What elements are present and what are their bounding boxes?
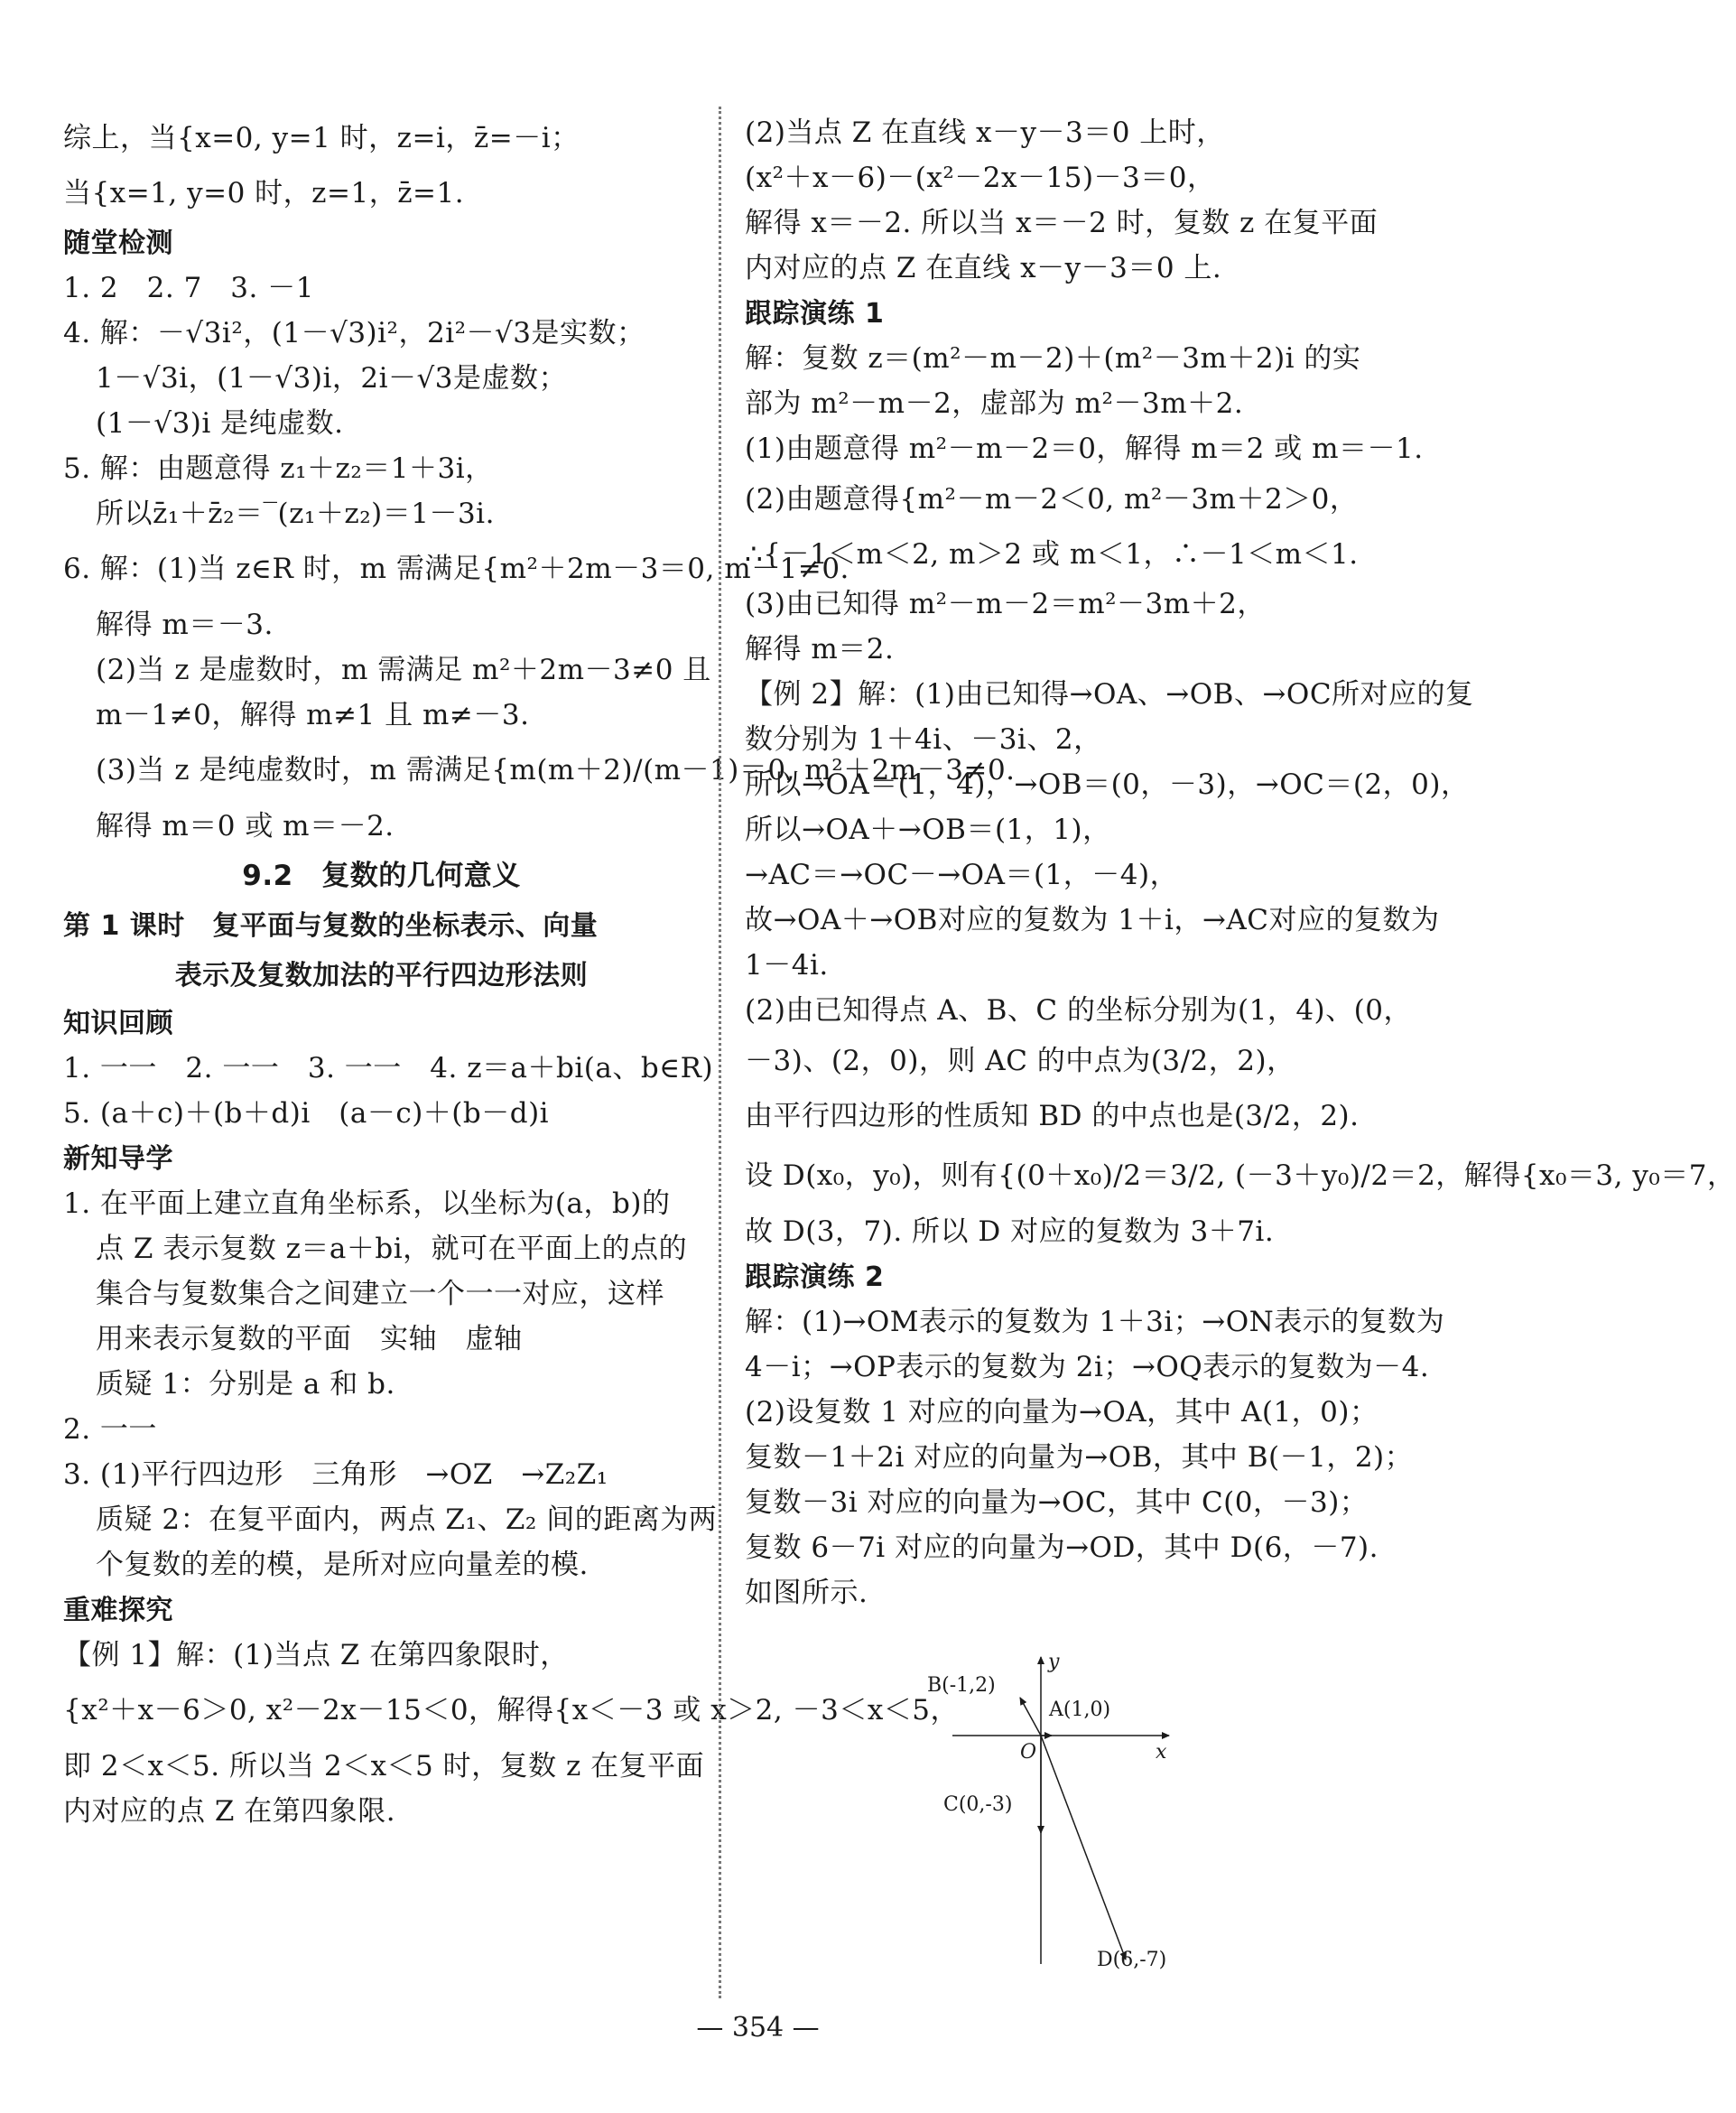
text-line: 当{x=1, y=0 时，z=1，z̄=1. — [63, 177, 465, 209]
text-line: 表示及复数加法的平行四边形法则 — [174, 960, 589, 991]
text-line: (2)当 z 是虚数时，m 需满足 m²＋2m－3≠0 且 — [96, 654, 711, 686]
text-line: 重难探究 — [63, 1595, 173, 1626]
text-line: 内对应的点 Z 在直线 x－y－3＝0 上. — [745, 252, 1222, 284]
text-line: 5. 解：由题意得 z₁＋z₂＝1＋3i， — [63, 452, 494, 485]
text-line: 部为 m²－m－2，虚部为 m²－3m＋2. — [745, 387, 1244, 420]
text-line: 复数－3i 对应的向量为→OC，其中 C(0，－3)； — [745, 1486, 1369, 1519]
text-line: 所以→OA＝(1，4)，→OB＝(0，－3)，→OC＝(2，0)， — [745, 768, 1470, 801]
text-line: 故→OA＋→OB对应的复数为 1＋i，→AC对应的复数为 — [745, 904, 1440, 936]
axis-y-label: y — [1048, 1651, 1060, 1673]
text-line: 5. (a＋c)＋(b＋d)i (a－c)＋(b－d)i — [63, 1097, 550, 1130]
vector-OD — [1041, 1736, 1126, 1959]
text-line: 质疑 2：在复平面内，两点 Z₁、Z₂ 间的距离为两 — [96, 1503, 718, 1536]
text-line: 4. 解：－√3i²，(1－√3)i²，2i²－√3是实数； — [63, 317, 645, 349]
text-line: →AC＝→OC－→OA＝(1，－4)， — [745, 859, 1179, 891]
text-line: 1－4i. — [745, 949, 829, 982]
text-line: (2)由已知得点 A、B、C 的坐标分别为(1，4)、(0， — [745, 994, 1412, 1027]
text-line: (x²＋x－6)－(x²－2x－15)－3＝0， — [745, 162, 1216, 194]
text-line: 内对应的点 Z 在第四象限. — [63, 1795, 396, 1828]
text-line: (2)当点 Z 在直线 x－y－3＝0 上时， — [745, 116, 1225, 149]
text-line: 2. 一一 — [63, 1413, 157, 1446]
text-line: 随堂检测 — [63, 228, 173, 259]
point-B-label: B(-1,2) — [927, 1674, 996, 1697]
text-line: (2)设复数 1 对应的向量为→OA，其中 A(1，0)； — [745, 1396, 1379, 1429]
vector-OB — [1020, 1698, 1041, 1736]
text-line: 跟踪演练 1 — [745, 298, 885, 330]
text-line: 跟踪演练 2 — [745, 1261, 885, 1293]
text-line: (2)由题意得{m²－m－2＜0, m²－3m＋2＞0， — [745, 483, 1359, 516]
text-line: (1－√3)i 是纯虚数. — [96, 407, 344, 440]
text-line: 【例 1】解：(1)当点 Z 在第四象限时， — [63, 1639, 569, 1671]
text-line: 质疑 1：分别是 a 和 b. — [96, 1368, 395, 1401]
text-line: 解：复数 z＝(m²－m－2)＋(m²－3m＋2)i 的实 — [745, 342, 1361, 375]
text-line: 1. 2 2. 7 3. －1 — [63, 272, 314, 304]
text-line: (3)当 z 是纯虚数时，m 需满足{m(m＋2)/(m－1)＝0, m²＋2m－3≠0. — [96, 754, 1016, 787]
text-line: 知识回顾 — [63, 1008, 173, 1039]
text-line: 新知导学 — [63, 1143, 173, 1175]
point-A-label: A(1,0) — [1049, 1699, 1111, 1721]
text-line: 复数 6－7i 对应的向量为→OD，其中 D(6，－7). — [745, 1531, 1379, 1564]
text-line: 1－√3i，(1－√3)i，2i－√3是虚数； — [96, 362, 568, 395]
text-line: 1. 在平面上建立直角坐标系，以坐标为(a，b)的 — [63, 1187, 671, 1220]
text-line: 点 Z 表示复数 z＝a＋bi，就可在平面上的点的 — [96, 1233, 688, 1265]
text-line: 第 1 课时 复平面与复数的坐标表示、向量 — [63, 910, 599, 942]
text-line: m－1≠0，解得 m≠1 且 m≠－3. — [96, 699, 530, 731]
text-line: {x²＋x－6＞0, x²－2x－15＜0，解得{x＜－3 或 x＞2, －3＜x＜5， — [63, 1694, 960, 1727]
point-C-label: C(0,-3) — [943, 1793, 1013, 1816]
text-line: ∴{－1＜m＜2, m＞2 或 m＜1，∴－1＜m＜1. — [745, 538, 1359, 571]
text-line: 9.2 复数的几何意义 — [242, 860, 521, 892]
text-line: 由平行四边形的性质知 BD 的中点也是(3/2，2). — [745, 1100, 1360, 1132]
text-line: 3. (1)平行四边形 三角形 →OZ →Z₂Z₁ — [63, 1458, 608, 1491]
text-line: (3)由已知得 m²－m－2＝m²－3m＋2， — [745, 588, 1266, 620]
text-line: 数分别为 1＋4i、－3i、2， — [745, 723, 1102, 756]
origin-label: O — [1020, 1741, 1037, 1764]
text-line: 设 D(x₀，y₀)，则有{(0＋x₀)/2＝3/2, (－3＋y₀)/2＝2，解得{x₀＝3, y₀＝7， — [745, 1159, 1736, 1192]
text-line: 集合与复数集合之间建立一个一一对应，这样 — [96, 1278, 664, 1310]
text-line: 解得 m＝2. — [745, 633, 895, 666]
text-line: 个复数的差的模，是所对应向量差的模. — [96, 1549, 589, 1581]
text-line: (1)由题意得 m²－m－2＝0，解得 m＝2 或 m＝－1. — [745, 433, 1424, 465]
point-D-label: D(6,-7) — [1097, 1949, 1167, 1971]
text-line: 用来表示复数的平面 实轴 虚轴 — [96, 1323, 523, 1355]
vector-figure — [925, 1648, 1196, 1973]
text-line: 解得 m＝－3. — [96, 609, 274, 641]
text-line: －3)、(2，0)，则 AC 的中点为(3/2，2)， — [745, 1045, 1295, 1077]
axis-x-label: x — [1156, 1741, 1167, 1764]
text-line: 所以→OA＋→OB＝(1，1)， — [745, 814, 1111, 846]
text-line: 【例 2】解：(1)由已知得→OA、→OB、→OC所对应的复 — [745, 678, 1474, 711]
text-line: 综上，当{x=0, y=1 时，z=i，z̄=－i； — [63, 122, 580, 154]
column-divider — [719, 107, 721, 1998]
text-line: 6. 解：(1)当 z∈R 时，m 需满足{m²＋2m－3＝0, m－1≠0. — [63, 553, 849, 585]
text-line: 解：(1)→OM表示的复数为 1＋3i；→ON表示的复数为 — [745, 1306, 1445, 1338]
text-line: 如图所示. — [745, 1577, 868, 1609]
text-line: 复数－1＋2i 对应的向量为→OB，其中 B(－1，2)； — [745, 1441, 1414, 1474]
text-line: 所以z̄₁＋z̄₂＝‾(z₁＋z₂)＝1－3i. — [96, 498, 495, 530]
text-line: 1. 一一 2. 一一 3. 一一 4. z＝a＋bi(a、b∈R) — [63, 1052, 714, 1084]
text-line: 故 D(3，7). 所以 D 对应的复数为 3＋7i. — [745, 1215, 1275, 1248]
right-column — [745, 113, 1736, 1618]
page-number: — 354 — — [696, 2012, 820, 2043]
text-line: 即 2＜x＜5. 所以当 2＜x＜5 时，复数 z 在复平面 — [63, 1750, 705, 1783]
text-line: 解得 m＝0 或 m＝－2. — [96, 810, 395, 842]
text-line: 解得 x＝－2. 所以当 x＝－2 时，复数 z 在复平面 — [745, 207, 1379, 239]
text-line: 4－i；→OP表示的复数为 2i；→OQ表示的复数为－4. — [745, 1351, 1430, 1383]
